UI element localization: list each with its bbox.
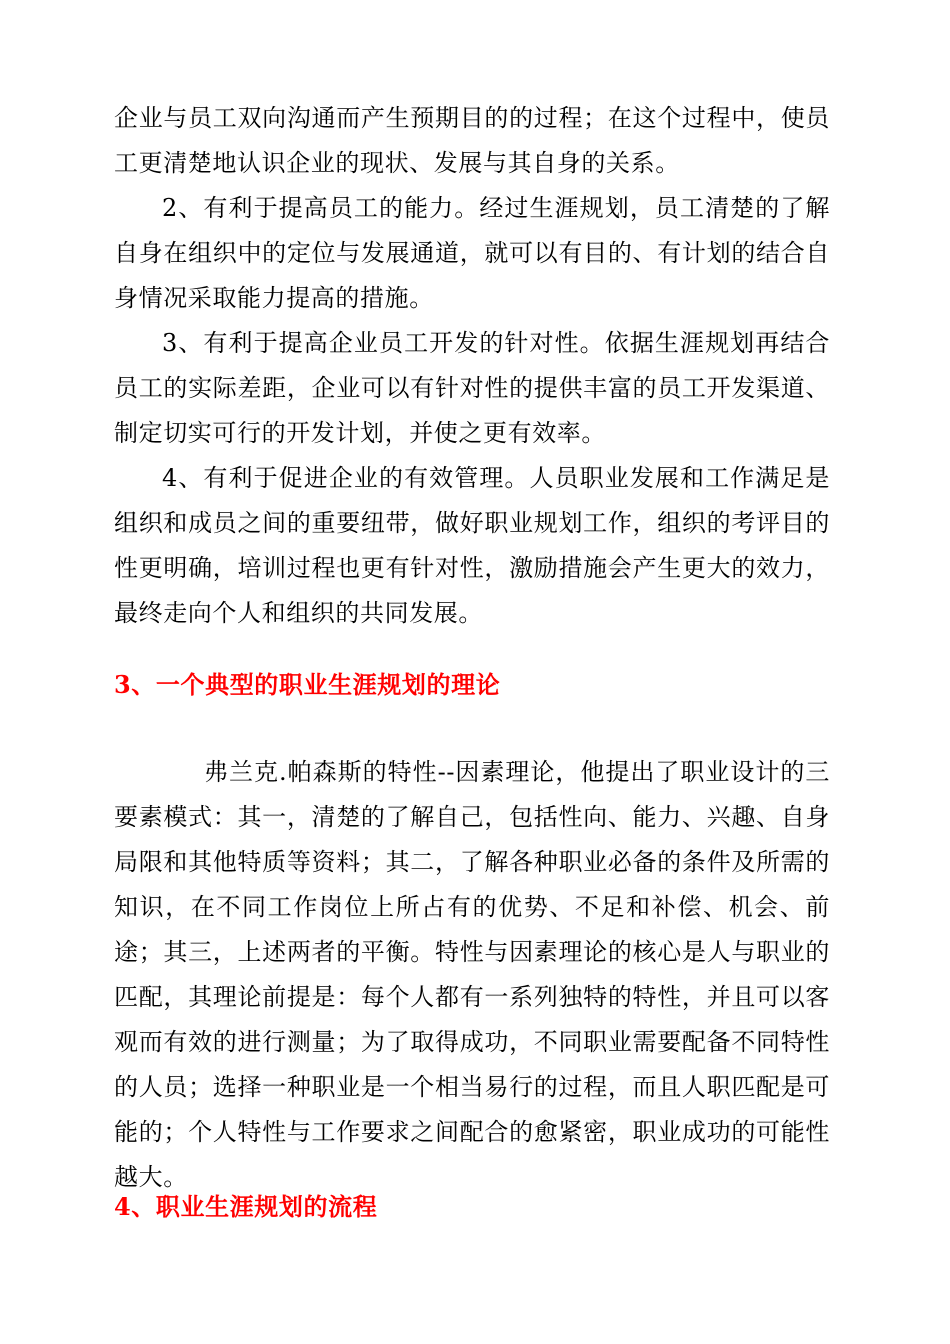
body-text-block-1 xyxy=(114,96,830,636)
section-heading-3: 3、一个典型的职业生涯规划的理论 xyxy=(114,670,501,699)
body-text-block-2 xyxy=(114,750,830,1200)
paragraph-point-4: 4、有利于促进企业的有效管理。人员职业发展和工作满足是组织和成员之间的重要纽带，做好职业规划工作，组织的考评目的性更明确，培训过程也更有针对性，激励措施会产生更大的效力，最终走向个人和组织的共同发展。 xyxy=(114,464,830,627)
paragraph-point-2: 2、有利于提高员工的能力。经过生涯规划，员工清楚的了解自身在组织中的定位与发展通道，就可以有目的、有计划的结合自身情况采取能力提高的措施。 xyxy=(114,194,830,312)
paragraph-continuation: 企业与员工双向沟通而产生预期目的的过程；在这个过程中，使员工更清楚地认识企业的现状、发展与其自身的关系。 xyxy=(114,104,830,177)
section-heading-4: 4、职业生涯规划的流程 xyxy=(114,1192,378,1221)
paragraph-point-3: 3、有利于提高企业员工开发的针对性。依据生涯规划再结合员工的实际差距，企业可以有针对性的提供丰富的员工开发渠道、制定切实可行的开发计划，并使之更有效率。 xyxy=(114,329,830,447)
paragraph-parsons-theory: 弗兰克.帕森斯的特性--因素理论，他提出了职业设计的三要素模式：其一，清楚的了解自己，包括性向、能力、兴趣、自身局限和其他特质等资料；其二，了解各种职业必备的条件及所需的知识，在不同工作岗位上所占有的优势、不足和补偿、机会、前途；其三，上述两者的平衡。特性与因素理论的核心是人与职业的匹配，其理论前提是：每个人都有一系列独特的特性，并且可以客观而有效的进行测量；为了取得成功，不同职业需要配备不同特性的人员；选择一种职业是一个相当易行的过程，而且人职匹配是可能的；个人特性与工作要求之间配合的愈紧密，职业成功的可能性越大。 xyxy=(114,758,830,1191)
